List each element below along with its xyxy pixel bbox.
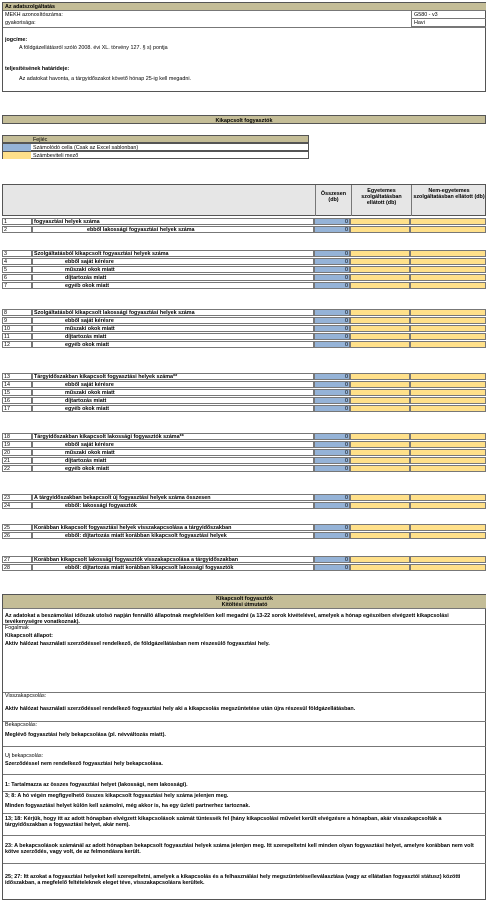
uj-title: Új bekapcsolás: (5, 753, 44, 759)
universal-input[interactable] (350, 556, 410, 563)
table-row (2, 333, 486, 340)
row-number: 1 (2, 218, 32, 225)
universal-input[interactable] (350, 325, 410, 332)
universal-input[interactable] (350, 389, 410, 396)
universal-input[interactable] (350, 449, 410, 456)
row-label: műszaki okok miatt (32, 266, 314, 273)
table-row (2, 341, 486, 348)
note-23: 23: A bekapcsolások számánál az adott hónapban bekapcsolt fogyasztási helyek száma jelenjen meg. Itt szerepeltetni kell minden olyan fogyasztási helyet, amelyre korábban nem volt kötve szerződés, vagy volt, de az felmondásra került. (5, 843, 474, 856)
universal-input[interactable] (350, 502, 410, 509)
non-universal-input[interactable] (410, 333, 486, 340)
non-universal-input[interactable] (410, 325, 486, 332)
row-label: Tárgyidőszakban kikapcsolt fogyasztási helyek száma** (32, 373, 314, 380)
non-universal-input[interactable] (410, 282, 486, 289)
non-universal-input[interactable] (410, 441, 486, 448)
total-cell: 0 (314, 226, 350, 233)
row-label: ebből: díjtartozás miatt korábban kikapcsolt fogyasztási helyek (32, 532, 314, 539)
universal-input[interactable] (350, 317, 410, 324)
row-number: 16 (2, 397, 32, 404)
row-label: műszaki okok miatt (32, 389, 314, 396)
row-number: 12 (2, 341, 32, 348)
bekapcs-text: Meglévő fogyasztási hely bekapcsolása (pl. névváltozás miatt). (5, 732, 166, 738)
row-label: egyéb okok miatt (32, 341, 314, 348)
row-label: Korábban kikapcsolt fogyasztási helyek visszakapcsolása a tárgyidőszakban (32, 524, 314, 531)
universal-input[interactable] (350, 333, 410, 340)
row-label: díjtartozás miatt (32, 397, 314, 404)
table-row (2, 282, 486, 289)
row-number: 3 (2, 250, 32, 257)
header-block (2, 2, 486, 92)
total-cell: 0 (314, 449, 350, 456)
section-title: Kikapcsolt fogyasztók (2, 115, 486, 124)
row-label: egyéb okok miatt (32, 405, 314, 412)
row-number: 19 (2, 441, 32, 448)
total-cell: 0 (314, 373, 350, 380)
vissza-text: Aktív hálózat használati szerződéssel rendelkező fogyasztási hely aki a kikapcsolás megszüntetése után újra részesül földgázellátásban. (5, 706, 356, 712)
legend-input: Számbeviteli mező (2, 151, 309, 159)
table-row (2, 502, 486, 509)
table-row (2, 441, 486, 448)
deadline-value: Az adatokat havonta, a tárgyidőszakot követő hónap 25-ig kell megadni. (19, 76, 192, 82)
total-cell: 0 (314, 250, 350, 257)
table-row (2, 564, 486, 571)
table-row (2, 258, 486, 265)
table-row (2, 226, 486, 233)
non-universal-input[interactable] (410, 381, 486, 388)
total-cell: 0 (314, 441, 350, 448)
legend-calculated: Számolódó cella (Csak az Excel sablonban) (2, 143, 309, 151)
non-universal-input[interactable] (410, 274, 486, 281)
row-number: 28 (2, 564, 32, 571)
table-row (2, 457, 486, 464)
row-label: ebből: díjtartozás miatt korábban kikapcsolt lakossági fogyasztók (32, 564, 314, 571)
non-universal-input[interactable] (410, 226, 486, 233)
kikapcsolt-title: Kikapcsolt állapot: (5, 633, 53, 639)
non-universal-input[interactable] (410, 258, 486, 265)
row-label: díjtartozás miatt (32, 333, 314, 340)
table-row (2, 250, 486, 257)
universal-input[interactable] (350, 282, 410, 289)
row-number: 26 (2, 532, 32, 539)
row-label: díjtartozás miatt (32, 457, 314, 464)
note-25-27: 25; 27: Itt azokat a fogyasztási helyeket kell szerepeltetni, amelyek a kikapcsolás és a felhasználási hely megszüntetése/leválasztása (vagy az ellátatlan fogyasztói státusz) közötti időszakban, a megfelelő feltételeknek eleget téve, visszakapcsolásra kerültek. (5, 874, 461, 887)
total-cell: 0 (314, 333, 350, 340)
freq-value: Havi (411, 19, 486, 27)
row-label: ebből: lakossági fogyasztók (32, 502, 314, 509)
row-number: 11 (2, 333, 32, 340)
universal-input[interactable] (350, 309, 410, 316)
table-row (2, 218, 486, 225)
concepts-title: Fogalmak (5, 625, 29, 631)
universal-input[interactable] (350, 226, 410, 233)
row-number: 25 (2, 524, 32, 531)
universal-input[interactable] (350, 564, 410, 571)
table-row (2, 465, 486, 472)
table-row (2, 494, 486, 501)
non-universal-input[interactable] (410, 502, 486, 509)
total-cell: 0 (314, 564, 350, 571)
non-universal-input[interactable] (410, 457, 486, 464)
total-cell: 0 (314, 282, 350, 289)
universal-input[interactable] (350, 457, 410, 464)
non-universal-input[interactable] (410, 317, 486, 324)
total-cell: 0 (314, 389, 350, 396)
deadline-label: teljesítésének határideje: (5, 66, 70, 72)
universal-input[interactable] (350, 405, 410, 412)
total-cell: 0 (314, 556, 350, 563)
universal-input[interactable] (350, 397, 410, 404)
non-universal-input[interactable] (410, 341, 486, 348)
row-number: 7 (2, 282, 32, 289)
total-cell: 0 (314, 494, 350, 501)
universal-input[interactable] (350, 441, 410, 448)
non-universal-input[interactable] (410, 564, 486, 571)
table-row (2, 405, 486, 412)
row-label: Szolgáltatásból kikapcsolt fogyasztási helyek száma (32, 250, 314, 257)
total-cell: 0 (314, 381, 350, 388)
universal-input[interactable] (350, 373, 410, 380)
row-number: 13 (2, 373, 32, 380)
table-row (2, 397, 486, 404)
non-universal-input[interactable] (410, 494, 486, 501)
row-label: ebből saját kérésre (32, 381, 314, 388)
row-label: ebből saját kérésre (32, 317, 314, 324)
note-3-8: 3; 8: A hó végén megfigyelhető összes kikapcsolt fogyasztási hely száma jelenjen meg. (5, 793, 229, 799)
legal-value: A földgázellátásról szóló 2008. évi XL. törvény 127. § s) pontja (19, 45, 168, 51)
row-number: 10 (2, 325, 32, 332)
non-universal-input[interactable] (410, 405, 486, 412)
table-row (2, 532, 486, 539)
note-1: 1: Tartalmazza az összes fogyasztási helyet (lakossági, nem lakossági). (5, 782, 188, 788)
total-cell: 0 (314, 218, 350, 225)
row-number: 18 (2, 433, 32, 440)
universal-input[interactable] (350, 218, 410, 225)
total-cell: 0 (314, 325, 350, 332)
row-number: 14 (2, 381, 32, 388)
non-universal-input[interactable] (410, 433, 486, 440)
row-label: műszaki okok miatt (32, 449, 314, 456)
header-title: Az adatszolgáltatás (3, 3, 486, 11)
non-universal-input[interactable] (410, 309, 486, 316)
non-universal-input[interactable] (410, 250, 486, 257)
row-number: 8 (2, 309, 32, 316)
total-cell: 0 (314, 317, 350, 324)
universal-input[interactable] (350, 433, 410, 440)
table-row (2, 389, 486, 396)
row-number: 9 (2, 317, 32, 324)
mekh-value: G580 - v3 (411, 11, 486, 19)
total-cell: 0 (314, 433, 350, 440)
row-number: 21 (2, 457, 32, 464)
non-universal-input[interactable] (410, 556, 486, 563)
total-cell: 0 (314, 309, 350, 316)
universal-input[interactable] (350, 494, 410, 501)
total-cell: 0 (314, 397, 350, 404)
row-number: 17 (2, 405, 32, 412)
total-cell: 0 (314, 274, 350, 281)
universal-input[interactable] (350, 532, 410, 539)
total-cell: 0 (314, 457, 350, 464)
row-number: 2 (2, 226, 32, 233)
table-row (2, 556, 486, 563)
total-cell: 0 (314, 258, 350, 265)
total-cell: 0 (314, 465, 350, 472)
legal-label: jogcíme: (5, 37, 28, 43)
row-label: műszaki okok miatt (32, 325, 314, 332)
note-13-18: 13; 18: Kérjük, hogy itt az adott hónapban elvégzett kikapcsolások számát tüntessék fel (hány kikapcsolási művelet került elvégzésre a hónapban, akár visszakapcsolták a tárgyidőszakban a fogyasztási helyet, akár nem). (5, 816, 442, 829)
table-row (2, 325, 486, 332)
row-number: 6 (2, 274, 32, 281)
non-universal-input[interactable] (410, 266, 486, 273)
table-row (2, 266, 486, 273)
non-universal-input[interactable] (410, 465, 486, 472)
non-universal-input[interactable] (410, 524, 486, 531)
row-number: 5 (2, 266, 32, 273)
universal-input[interactable] (350, 465, 410, 472)
universal-input[interactable] (350, 250, 410, 257)
note-3-8-extra: Minden fogyasztási helyet külön kell számolni, még akkor is, ha egy üzleti partnerhez tartoznak. (5, 803, 251, 809)
table-row (2, 274, 486, 281)
row-label: A tárgyidőszakban bekapcsolt új fogyasztási helyek száma összesen (32, 494, 314, 501)
row-number: 23 (2, 494, 32, 501)
row-label: Korábban kikapcsolt lakossági fogyasztók visszakapcsolása a tárgyidőszakban (32, 556, 314, 563)
row-label: Szolgáltatásból kikapcsolt lakossági fogyasztási helyek száma (32, 309, 314, 316)
col-total-header: Összesen (db) (315, 185, 351, 216)
row-label: ebből saját kérésre (32, 441, 314, 448)
bekapcs-title: Bekapcsolás: (5, 722, 38, 728)
non-universal-input[interactable] (410, 397, 486, 404)
table-row (2, 309, 486, 316)
total-cell: 0 (314, 502, 350, 509)
legend-header: Fejléc (2, 135, 309, 143)
row-label: egyéb okok miatt (32, 465, 314, 472)
row-number: 4 (2, 258, 32, 265)
row-number: 15 (2, 389, 32, 396)
universal-input[interactable] (350, 381, 410, 388)
guide-intro: Az adatokat a beszámolási időszak utolsó napján fennálló állapotnak megfelelően kell megadni (a 13-22 sorok kivételével, amelyek a hónap egészében elvégzett kikapcsolási tevékenységre vonatkoznak). (5, 613, 449, 626)
row-label: ebből lakossági fogyasztási helyek száma (32, 226, 314, 233)
table-row (2, 449, 486, 456)
row-number: 20 (2, 449, 32, 456)
universal-input[interactable] (350, 266, 410, 273)
table-row (2, 373, 486, 380)
row-number: 27 (2, 556, 32, 563)
guide-block (2, 594, 486, 900)
table-row (2, 433, 486, 440)
total-cell: 0 (314, 524, 350, 531)
guide-title: Kikapcsolt fogyasztók Kitöltési útmutató (3, 595, 486, 609)
col-universal-header: Egyetemes szolgáltatásban ellátott (db) (351, 185, 411, 216)
row-label: egyéb okok miatt (32, 282, 314, 289)
non-universal-input[interactable] (410, 218, 486, 225)
total-cell: 0 (314, 266, 350, 273)
universal-input[interactable] (350, 524, 410, 531)
row-label: ebből saját kérésre (32, 258, 314, 265)
total-cell: 0 (314, 341, 350, 348)
freq-label: gyakorisága: (5, 20, 36, 26)
non-universal-input[interactable] (410, 373, 486, 380)
kikapcsolt-text: Aktív hálózat használati szerződéssel rendelkező, de földgázellátásban nem részesülő fogyasztási hely. (5, 641, 270, 647)
total-cell: 0 (314, 532, 350, 539)
non-universal-input[interactable] (410, 532, 486, 539)
total-cell: 0 (314, 405, 350, 412)
table-row (2, 524, 486, 531)
uj-text: Szerződéssel nem rendelkező fogyasztási hely bekapcsolása. (5, 761, 163, 767)
table-row (2, 381, 486, 388)
non-universal-input[interactable] (410, 449, 486, 456)
vissza-title: Visszakapcsolás: (5, 693, 47, 699)
col-non-universal-header: Nem-egyetemes szolgáltatásban ellátott (db) (411, 185, 486, 216)
universal-input[interactable] (350, 341, 410, 348)
mekh-label: MEKH azonosítószáma: (5, 12, 63, 18)
table-row (2, 317, 486, 324)
table-header (2, 184, 486, 216)
universal-input[interactable] (350, 258, 410, 265)
row-number: 22 (2, 465, 32, 472)
universal-input[interactable] (350, 274, 410, 281)
row-label: fogyasztási helyek száma (32, 218, 314, 225)
row-label: díjtartozás miatt (32, 274, 314, 281)
row-label: Tárgyidőszakban kikapcsolt lakossági fogyasztók száma** (32, 433, 314, 440)
row-number: 24 (2, 502, 32, 509)
non-universal-input[interactable] (410, 389, 486, 396)
